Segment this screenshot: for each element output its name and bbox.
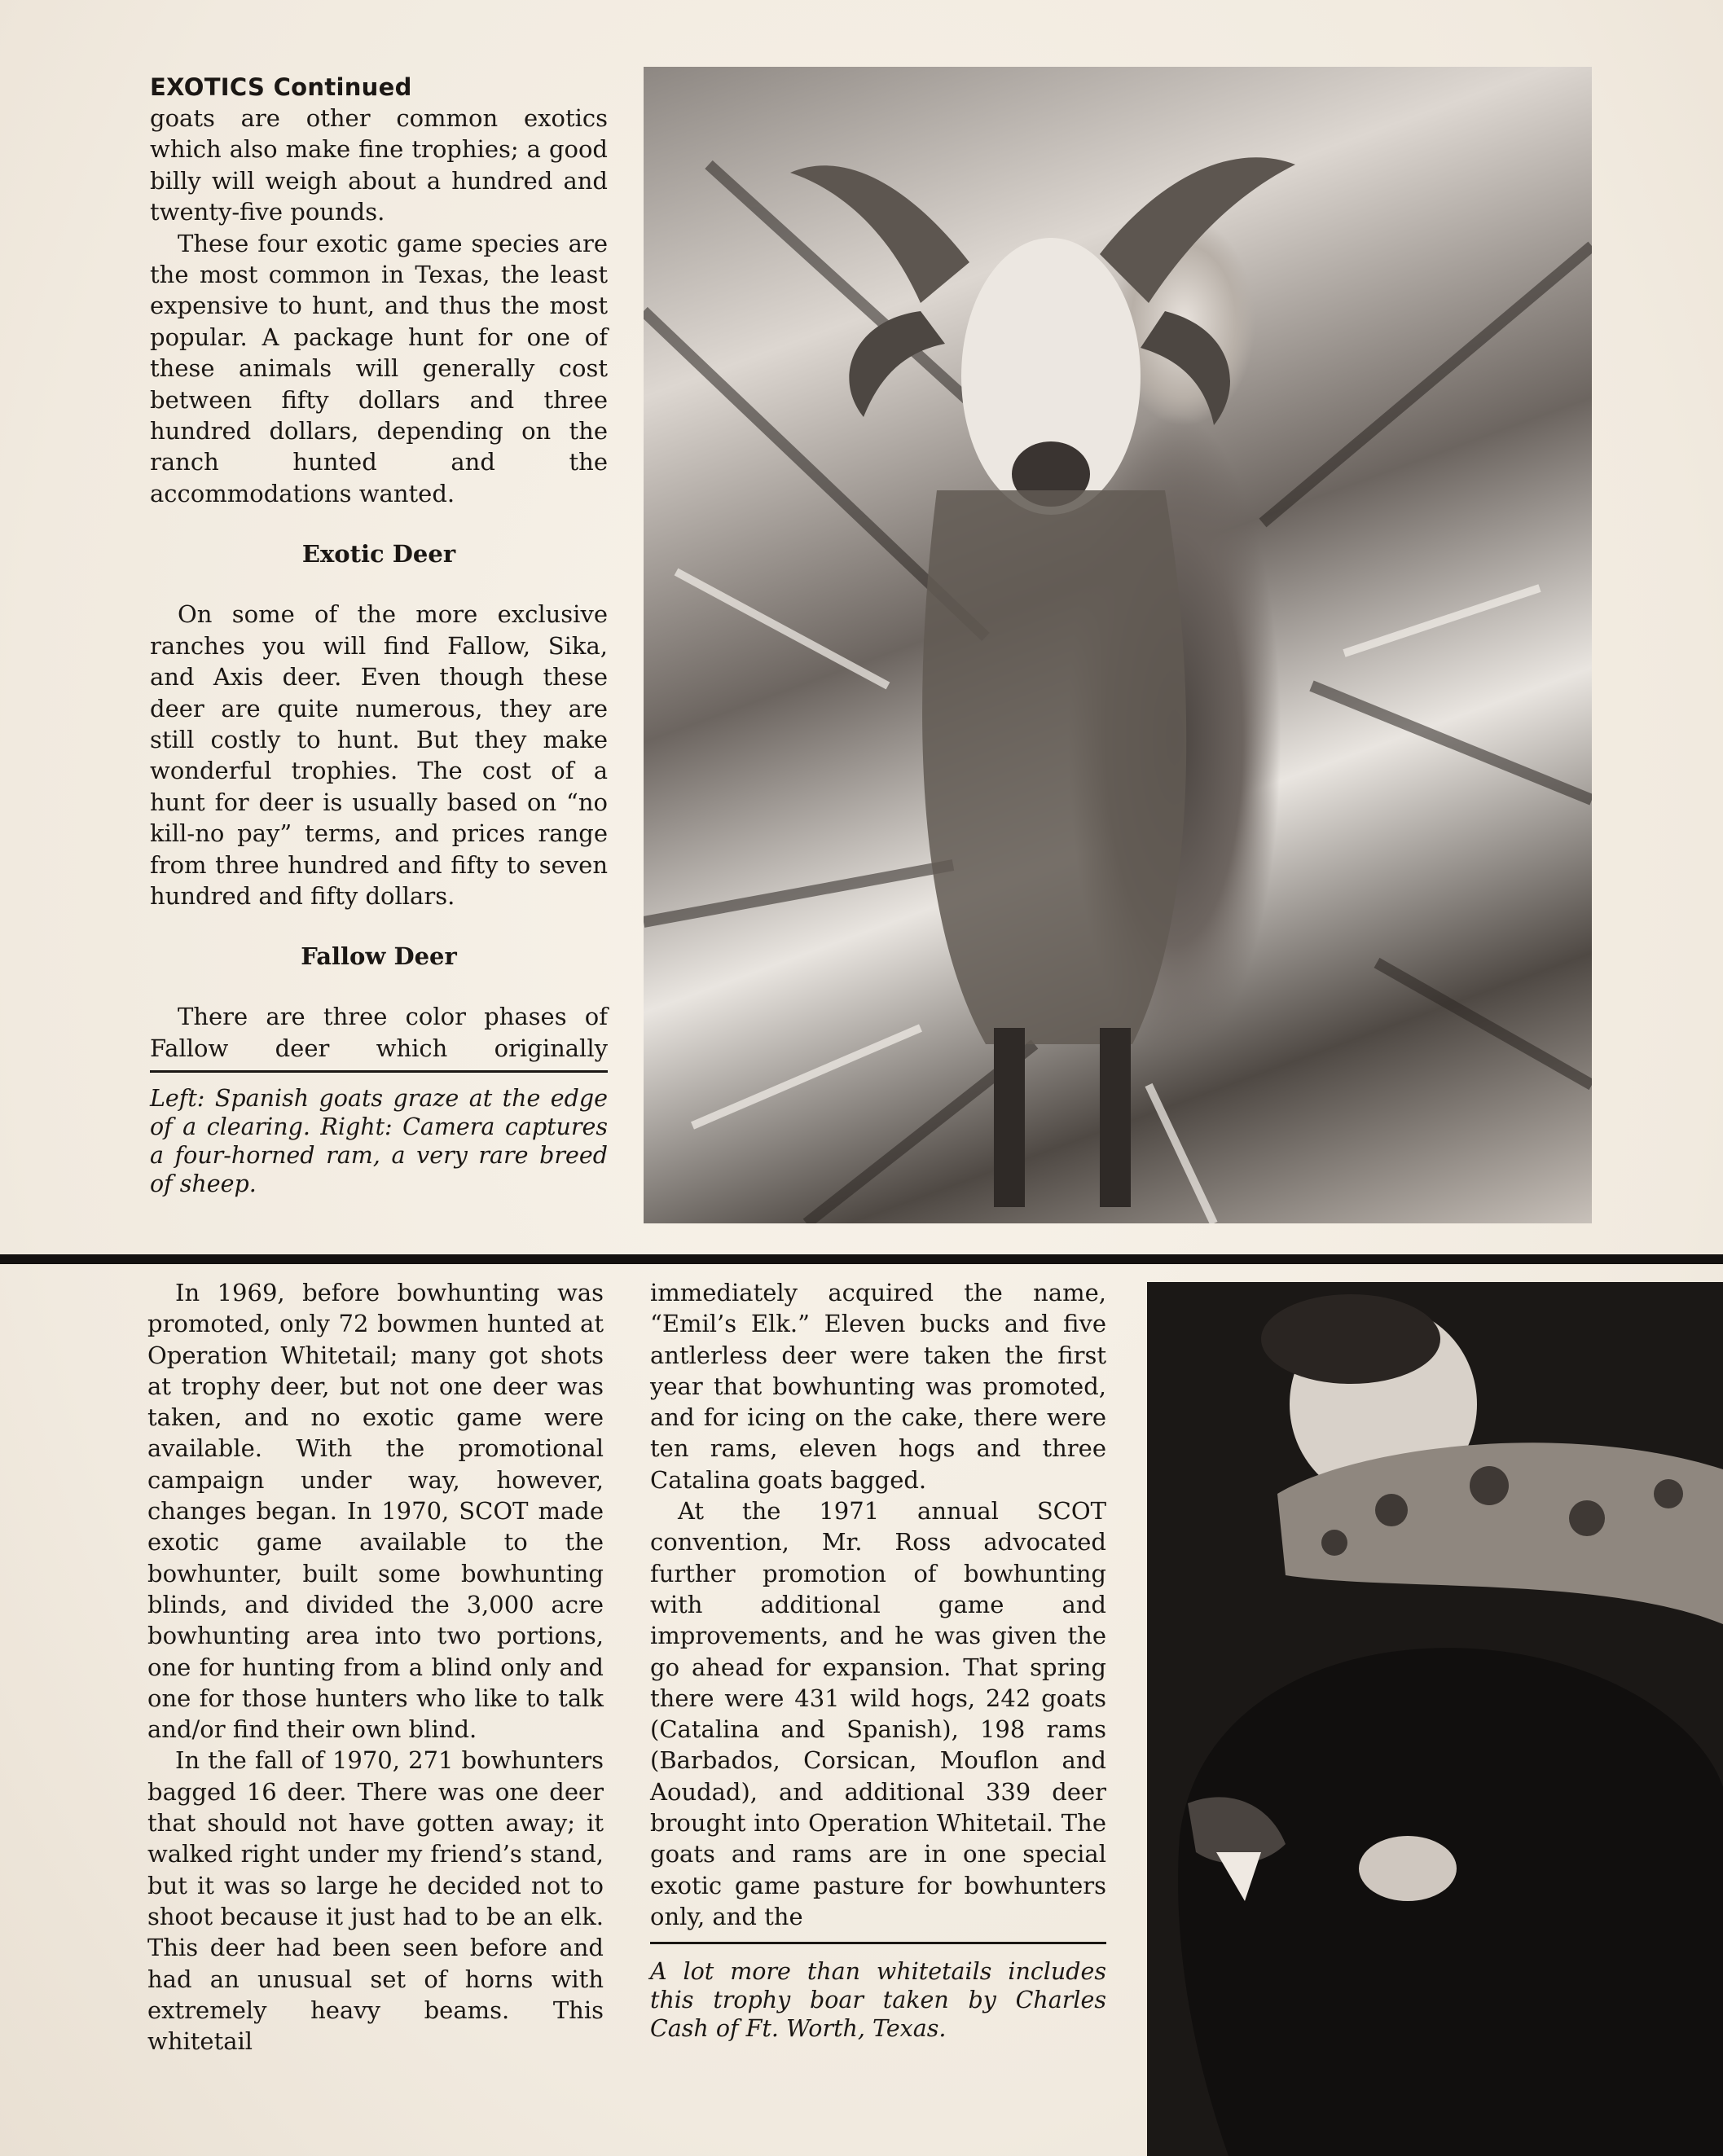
lower-col1-paragraph-2: In the fall of 1970, 271 bowhunters bagged 16 deer. There was one deer that should not have gotten away; it walked right under my friend’s stand, but it was so large he decided not to shoot because it just had to be an elk. This deer had been seen before and had an unusual set of horns with extremely heavy beams. This whitetail: [147, 1746, 604, 2056]
fallow-deer-paragraph: There are three color phases of Fallow deer which originally: [150, 1003, 608, 1062]
lower-caption-rule: [650, 1942, 1106, 1944]
caption-rule: [150, 1070, 608, 1073]
exotic-deer-paragraph: On some of the more exclusive ranches you will find Fallow, Sika, and Axis deer. Even though these deer are quite numerous, they are still costly to hunt. But they make wonderful trophies. The cost of a hunt for deer is usually based on “no kill-no pay” terms, and prices range from three hundred and fifty to seven hundred and fifty dollars.: [150, 600, 608, 910]
fallow-deer-heading: Fallow Deer: [301, 942, 457, 971]
section-divider: [0, 1254, 1723, 1264]
upper-text-column: [150, 72, 608, 1198]
ram-illustration: [644, 67, 1592, 1223]
trophy-boar-photo: [1147, 1282, 1723, 2156]
lower-photo-caption: A lot more than whitetails includes this trophy boar taken by Charles Cash of Ft. Worth, Texas.: [650, 1958, 1106, 2043]
upper-photo-caption: Left: Spanish goats graze at the edge of a clearing. Right: Camera captures a four-horned ram, a very rare breed of sheep.: [150, 1085, 608, 1198]
boar-illustration: [1147, 1282, 1723, 2156]
lower-col2-paragraph-1: immediately acquired the name, “Emil’s Elk.” Eleven bucks and five antlerless deer were taken the first year that bowhunting was promoted, and for icing on the cake, there were ten rams, eleven hogs and three Catalina goats bagged.: [650, 1279, 1106, 1494]
exotic-deer-heading: Exotic Deer: [301, 540, 456, 569]
intro-paragraph-1: goats are other common exotics which also make fine trophies; a good billy will weigh about a hundred and twenty-five pounds.: [150, 104, 608, 226]
section-label: EXOTICS Continued: [150, 73, 412, 101]
lower-text-column-2: [650, 1277, 1106, 2043]
lower-col2-paragraph-2: At the 1971 annual SCOT convention, Mr. Ross advocated further promotion of bowhunting with additional game and improvements, and he was given the go ahead for expansion. That spring there were 431 wild hogs, 242 goats (Catalina and Spanish), 198 rams (Barbados, Corsican, Mouflon and Aoudad), and additional 339 deer brought into Operation Whitetail. The goats and rams are in one special exotic game pasture for bowhunters only, and the: [650, 1497, 1106, 1930]
lower-text-column-1: [147, 1277, 604, 2057]
lower-col1-paragraph-1: In 1969, before bowhunting was promoted, only 72 bowmen hunted at Operation Whitetail; many got shots at trophy deer, but not one deer was taken, and no exotic game were available. With the promotional campaign under way, however, changes began. In 1970, SCOT made exotic game available to the bowhunter, built some bowhunting blinds, and divided the 3,000 acre bowhunting area into two portions, one for hunting from a blind only and one for those hunters who like to talk and/or find their own blind.: [147, 1279, 604, 1744]
intro-paragraph-2: These four exotic game species are the most common in Texas, the least expensive to hunt, and thus the most popular. A package hunt for one of these animals will generally cost between fifty dollars and three hundred dollars, depending on the ranch hunted and the accommodations wanted.: [150, 229, 608, 507]
four-horned-ram-photo: [644, 67, 1592, 1223]
